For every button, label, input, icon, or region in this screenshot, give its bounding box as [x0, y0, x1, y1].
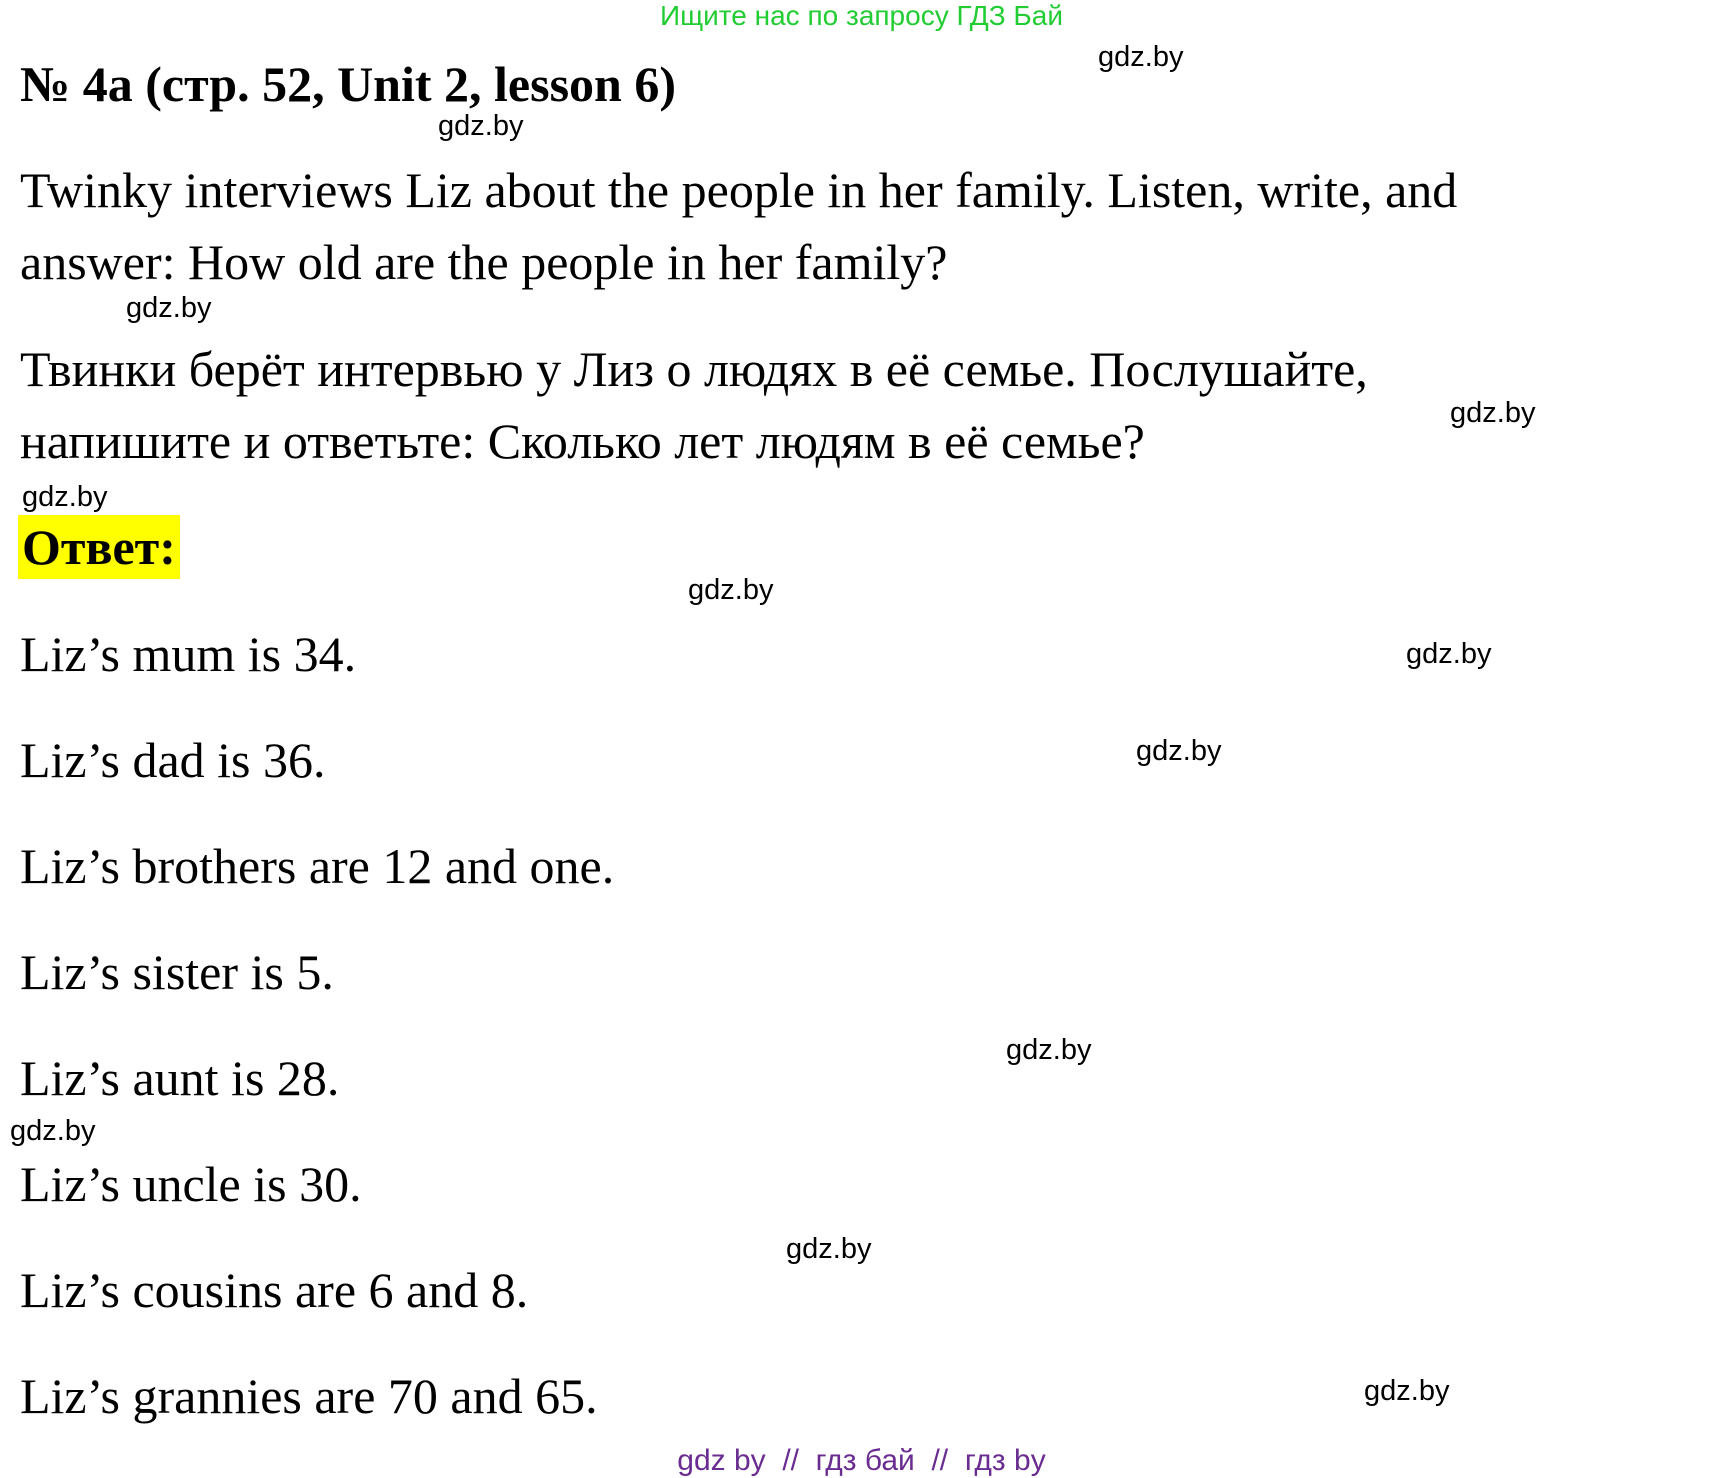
exercise-title: № 4а (стр. 52, Unit 2, lesson 6): [20, 56, 676, 112]
watermark: gdz.by: [1406, 638, 1492, 670]
watermark: gdz.by: [126, 292, 212, 324]
watermark: gdz.by: [688, 574, 774, 606]
task-english-line-1: Twinky interviews Liz about the people in her family. Listen, write, and: [20, 162, 1458, 218]
answer-line: Liz’s dad is 36.: [20, 732, 326, 788]
watermark: gdz.by: [1006, 1034, 1092, 1066]
answer-label: Ответ:: [18, 515, 180, 579]
watermark: gdz.by: [1450, 397, 1536, 429]
answer-line: Liz’s brothers are 12 and one.: [20, 838, 615, 894]
watermark: gdz.by: [438, 110, 524, 142]
watermark: gdz.by: [786, 1233, 872, 1265]
answer-line: Liz’s mum is 34.: [20, 626, 357, 682]
watermark: gdz.by: [1098, 41, 1184, 73]
watermark: gdz.by: [1136, 735, 1222, 767]
task-russian-line-2: напишите и ответьте: Сколько лет людям в её семье?: [20, 413, 1145, 469]
bottom-banner: gdz by // гдз бай // гдз by: [677, 1444, 1046, 1477]
task-english-line-2: answer: How old are the people in her family?: [20, 234, 948, 290]
answer-line: Liz’s sister is 5.: [20, 944, 334, 1000]
watermark: gdz.by: [1364, 1375, 1450, 1407]
watermark: gdz.by: [22, 481, 108, 513]
answer-line: Liz’s cousins are 6 and 8.: [20, 1262, 529, 1318]
task-russian-line-1: Твинки берёт интервью у Лиз о людях в её семье. Послушайте,: [20, 341, 1368, 397]
top-banner: Ищите нас по запросу ГДЗ Бай: [659, 0, 1064, 31]
answer-line: Liz’s grannies are 70 and 65.: [20, 1368, 598, 1424]
answer-line: Liz’s aunt is 28.: [20, 1050, 340, 1106]
watermark: gdz.by: [10, 1115, 96, 1147]
answer-line: Liz’s uncle is 30.: [20, 1156, 362, 1212]
